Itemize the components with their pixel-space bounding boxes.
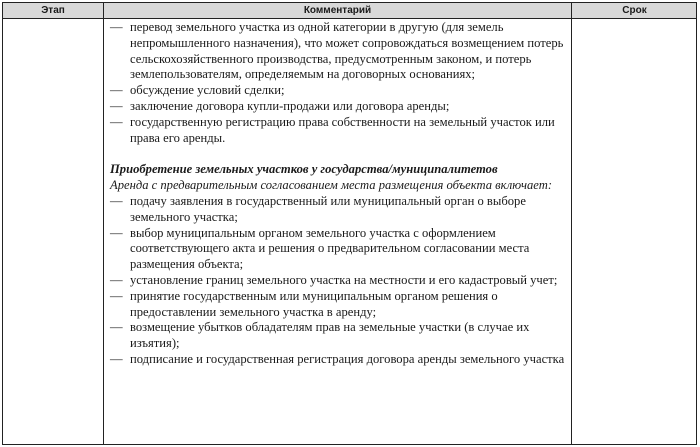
land-acquisition-table [2, 2, 697, 445]
section-subheading: Приобретение земельных участков у государства/муниципалитетов [110, 162, 498, 177]
list-item-text: обсуждение условий сделки; [130, 83, 285, 98]
list-item [110, 289, 568, 321]
list-item-text: принятие государственным или муниципальным органом решения о предоставлении земельного участка в аренду; [130, 288, 498, 319]
list-item [110, 226, 568, 273]
spacer [110, 146, 568, 162]
dash-bullet: — [110, 83, 123, 98]
list-item [110, 273, 568, 289]
list-item-text: подачу заявления в государственный или муниципальный орган о выборе земельного участка; [130, 193, 526, 224]
column-divider-term [571, 3, 572, 444]
dash-bullet: — [110, 114, 123, 129]
list-item [110, 320, 568, 352]
list-item [110, 83, 568, 99]
dash-bullet: — [110, 320, 123, 335]
dash-bullet: — [110, 288, 123, 303]
list-item [110, 20, 568, 83]
list-item-text: заключение договора купли-продажи или договора аренды; [130, 98, 450, 113]
list-item [110, 99, 568, 115]
list-item [110, 115, 568, 147]
dash-bullet: — [110, 193, 123, 208]
dash-bullet: — [110, 98, 123, 113]
header-stage: Этап [41, 5, 65, 16]
section-intro: Аренда с предварительным согласованием места размещения объекта включает: [110, 178, 553, 193]
list-item-text: выбор муниципальным органом земельного участка с оформлением соответствующего акта и решения о предварительном согласовании места размещения объекта; [130, 225, 530, 272]
list-item-text: перевод земельного участка из одной категории в другую (для земель непромышленного назначения), что может сопровождаться возмещением потерь сельскохозяйственного производства, предусмотренным законом, и потерь землепользователям, определяемым на договорных основаниях; [130, 20, 564, 82]
header-term: Срок [622, 5, 647, 16]
dash-bullet: — [110, 351, 123, 366]
dash-bullet: — [110, 225, 123, 240]
table-header [3, 3, 696, 19]
comment-cell [110, 20, 568, 368]
list-item [110, 194, 568, 226]
dash-bullet: — [110, 20, 123, 34]
column-divider-stage [103, 3, 104, 444]
list-item [110, 352, 568, 368]
list-item-text: возмещение убытков обладателям прав на земельные участки (в случае их изъятия); [130, 320, 530, 351]
list-item-text: подписание и государственная регистрация договора аренды земельного участка [130, 351, 565, 366]
dash-bullet: — [110, 272, 123, 287]
list-item-text: государственную регистрацию права собственности на земельный участок или права его аренды. [130, 114, 555, 145]
list-item-text: установление границ земельного участка на местности и его кадастровый учет; [130, 272, 558, 287]
header-comment: Комментарий [303, 5, 372, 16]
